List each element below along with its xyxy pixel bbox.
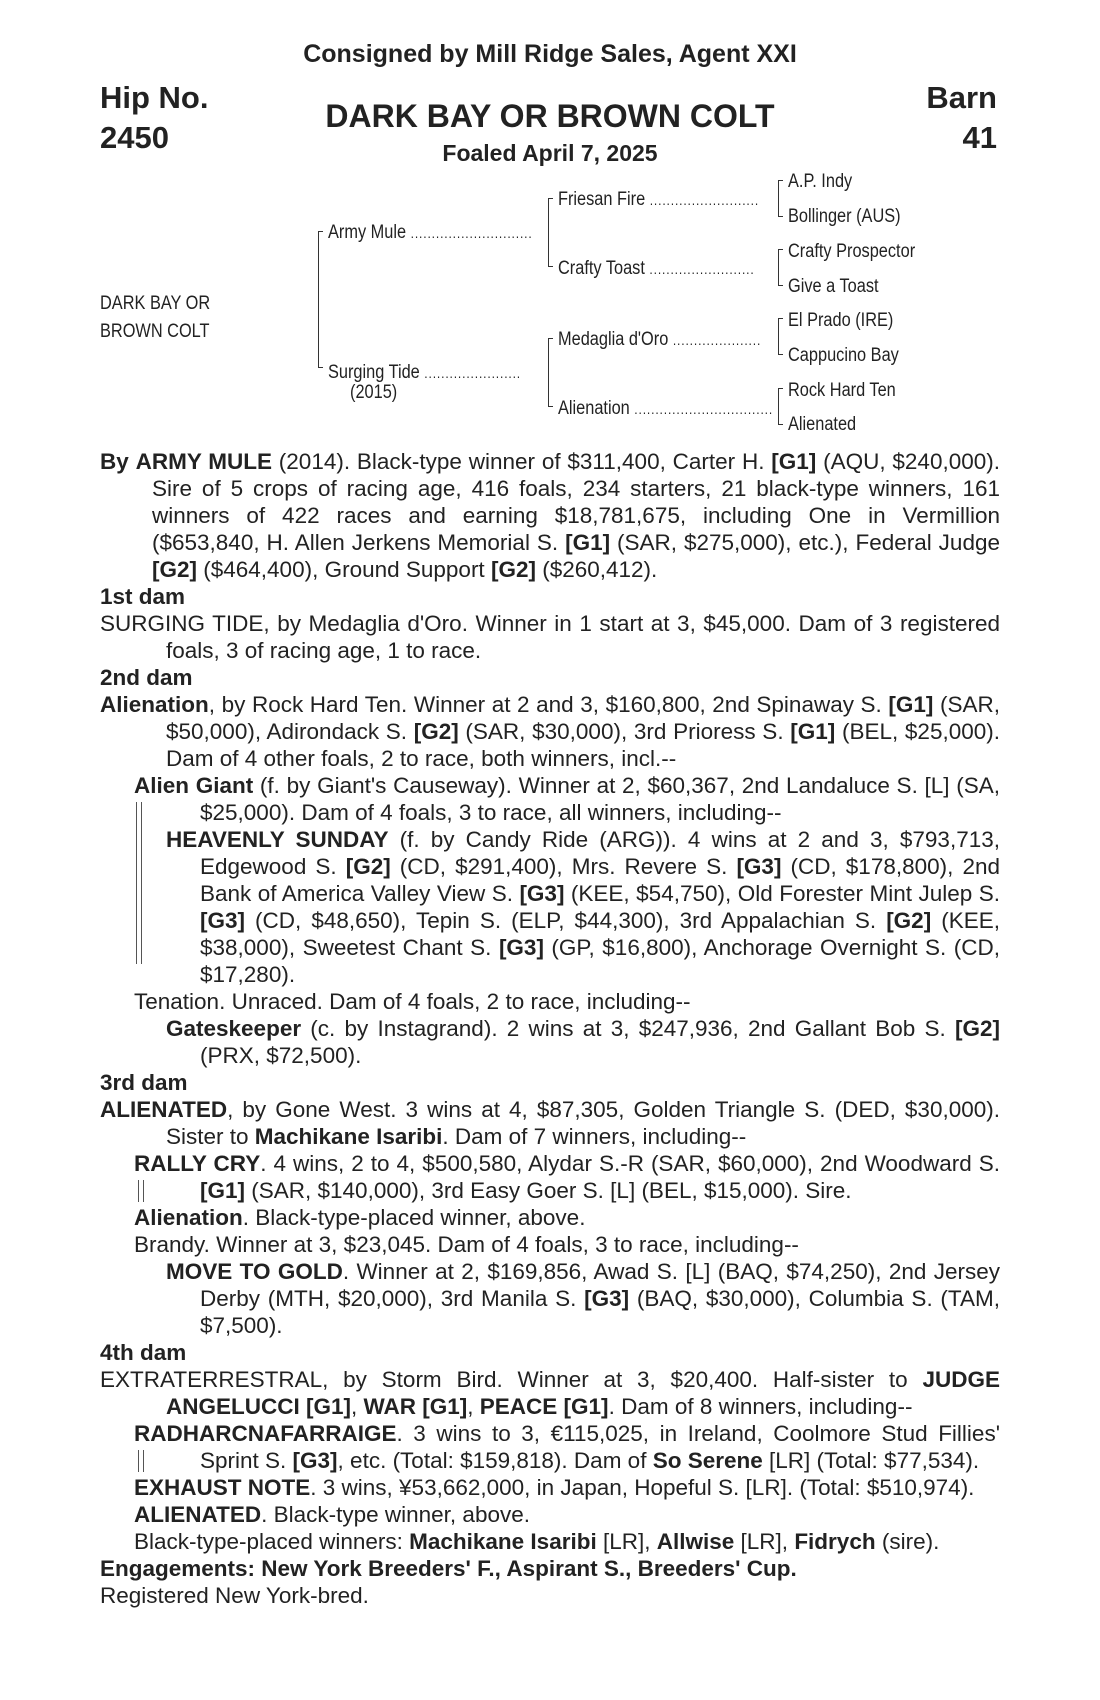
bracket-tick [318,231,323,232]
pedigree-g3-2: Bollinger (AUS) [788,206,901,227]
foaled-date: Foaled April 7, 2025 [442,140,658,166]
bracket-tick [548,406,553,407]
bracket-line [778,180,779,217]
second-dam-paragraph: Alienation, by Rock Hard Ten. Winner at 2 and 3, $160,800, 2nd Spinaway S. [G1] (SAR, $50,000), Adirondack S. [G2] (SAR, $30,000), 3rd Prioress S. [G1] (BEL, $25,000). Dam of 4 other foals, 2 to race, both winners, incl.-- [100,692,1000,771]
bracket-tick [778,249,783,250]
fourth-dam-paragraph: EXTRATERRESTRAL, by Storm Bird. Winner at 3, $20,400. Half-sister to JUDGE ANGELUCCI [G1], WAR [G1], PEACE [G1]. Dam of 8 winners, including-- [100,1367,1000,1419]
barn-label: Barn [926,80,997,115]
radharcnafarraige-block [100,1420,1000,1474]
bracket-line [318,231,319,368]
bracket-line [778,388,779,425]
page-title: DARK BAY OR BROWN COLT [325,98,775,134]
pedigree-g3-7: Rock Hard Ten [788,380,896,401]
producer-mark [138,1450,144,1472]
rally-cry-paragraph: RALLY CRY. 4 wins, 2 to 4, $500,580, Alydar S.-R (SAR, $60,000), 2nd Woodward S. [G1] (SAR, $140,000), 3rd Easy Goer S. [L] (BEL, $15,000). Sire. [134,1151,1000,1203]
pedigree-g3-4: Give a Toast [788,276,879,297]
bracket-tick [548,266,553,267]
brandy-paragraph: Brandy. Winner at 3, $23,045. Dam of 4 foals, 3 to race, including-- [134,1232,799,1257]
engagements-line: Engagements: New York Breeders' F., Aspirant S., Breeders' Cup. [100,1556,797,1581]
second-dam-heading: 2nd dam [100,665,193,690]
barn-number: 41 [962,120,997,155]
pedigree-g3-6: Cappucino Bay [788,345,899,366]
pedigree-g3-1: A.P. Indy [788,171,853,192]
heavenly-sunday-paragraph: HEAVENLY SUNDAY (f. by Candy Ride (ARG)). 4 wins at 2 and 3, $793,713, Edgewood S. [G2] (CD, $291,400), Mrs. Revere S. [G3] (CD, $178,800), 2nd Bank of America Valley View S. [G3] (KEE, $54,750), Old Forester Mint Julep S. [G3] (CD, $48,650), Tepin S. (ELP, $44,300), 3rd Appalachian S. [G2] (KEE, $38,000), Sweetest Chant S. [G3] (GP, $16,800), Anchorage Overnight S. (CD, $17,280). [166,827,1000,987]
rally-cry-block [100,1150,1000,1204]
pedigree-sire-dam: Crafty Toast ......................... [558,258,755,279]
bracket-tick [778,424,783,425]
consignor-line: Consigned by Mill Ridge Sales, Agent XXI [303,40,797,68]
move-to-gold-paragraph: MOVE TO GOLD. Winner at 2, $169,856, Awad S. [L] (BAQ, $74,250), 2nd Jersey Derby (MTH, $20,000), 3rd Manila S. [G3] (BAQ, $30,000), Columbia S. (TAM, $7,500). [166,1259,1001,1338]
bracket-tick [778,388,783,389]
pedigree-dam-sire: Medaglia d'Oro ..................... [558,329,762,350]
sire-mark [138,1180,144,1202]
pedigree-dam: Surging Tide ....................... [328,362,522,383]
sire-paragraph: By ARMY MULE (2014). Black-type winner of $311,400, Carter H. [G1] (AQU, $240,000). Sire of 5 crops of racing age, 416 foals, 234 starters, 21 black-type winners, 161 winners of 422 races and earning $18,781,675, including One in Vermillion ($653,840, H. Allen Jerkens Memorial S. [G1] (SAR, $275,000), etc.), Federal Judge [G2] ($464,400), Ground Support [G2] ($260,412). [100,449,1000,582]
first-dam-heading: 1st dam [100,584,186,609]
bracket-tick [778,216,783,217]
third-dam-heading: 3rd dam [100,1070,188,1095]
catalogue-body [100,448,1000,1609]
pedigree-g3-3: Crafty Prospector [788,241,916,262]
pedigree-dam-year: (2015) [350,382,398,403]
registration-line: Registered New York-bred. [100,1583,369,1608]
bracket-line [548,338,549,407]
bracket-tick [778,318,783,319]
bracket-tick [548,338,553,339]
bracket-tick [318,367,323,368]
hip-label: Hip No. [100,80,209,115]
pedigree-subject: DARK BAY OR BROWN COLT [100,293,211,342]
alienation-line: Alienation. Black-type-placed winner, above. [134,1205,586,1230]
gateskeeper-paragraph: Gateskeeper (c. by Instagrand). 2 wins at 3, $247,936, 2nd Gallant Bob S. [G2] (PRX, $72,500). [166,1016,1000,1068]
radharcnafarraige-paragraph: RADHARCNAFARRAIGE. 3 wins to 3, €115,025, in Ireland, Coolmore Stud Fillies' Sprint S. [G3], etc. (Total: $159,818). Dam of So Serene [LR] (Total: $77,534). [134,1421,1000,1473]
pedigree-sire: Army Mule ............................. [328,222,533,243]
alienated-line: ALIENATED. Black-type winner, above. [134,1502,530,1527]
hip-number: 2450 [100,120,169,155]
black-type-placed-line: Black-type-placed winners: Machikane Isaribi [LR], Allwise [LR], Fidrych (sire). [134,1529,940,1554]
bracket-tick [778,354,783,355]
tenation-paragraph: Tenation. Unraced. Dam of 4 foals, 2 to race, including-- [134,989,691,1014]
pedigree-sire-sire: Friesan Fire .......................... [558,189,760,210]
first-dam-paragraph: SURGING TIDE, by Medaglia d'Oro. Winner in 1 start at 3, $45,000. Dam of 3 registered foals, 3 of racing age, 1 to race. [100,611,1000,663]
bracket-tick [778,285,783,286]
bracket-tick [778,180,783,181]
third-dam-paragraph: ALIENATED, by Gone West. 3 wins at 4, $87,305, Golden Triangle S. (DED, $30,000). Sister to Machikane Isaribi. Dam of 7 winners, including-- [100,1097,1000,1149]
pedigree-dam-dam: Alienation ................................. [558,398,774,419]
alien-giant-block [100,772,1000,988]
bracket-line [778,318,779,355]
pedigree-g3-8: Alienated [788,414,857,435]
bracket-tick [548,198,553,199]
producer-mark [136,802,142,964]
alien-giant-paragraph: Alien Giant (f. by Giant's Causeway). Winner at 2, $60,367, 2nd Landaluce S. [L] (SA, $25,000). Dam of 4 foals, 3 to race, all winners, including-- [134,773,1000,825]
exhaust-note-line: EXHAUST NOTE. 3 wins, ¥53,662,000, in Japan, Hopeful S. [LR]. (Total: $510,974). [134,1475,975,1500]
pedigree-g3-5: El Prado (IRE) [788,310,894,331]
fourth-dam-heading: 4th dam [100,1340,187,1365]
bracket-line [548,198,549,267]
bracket-line [778,249,779,286]
